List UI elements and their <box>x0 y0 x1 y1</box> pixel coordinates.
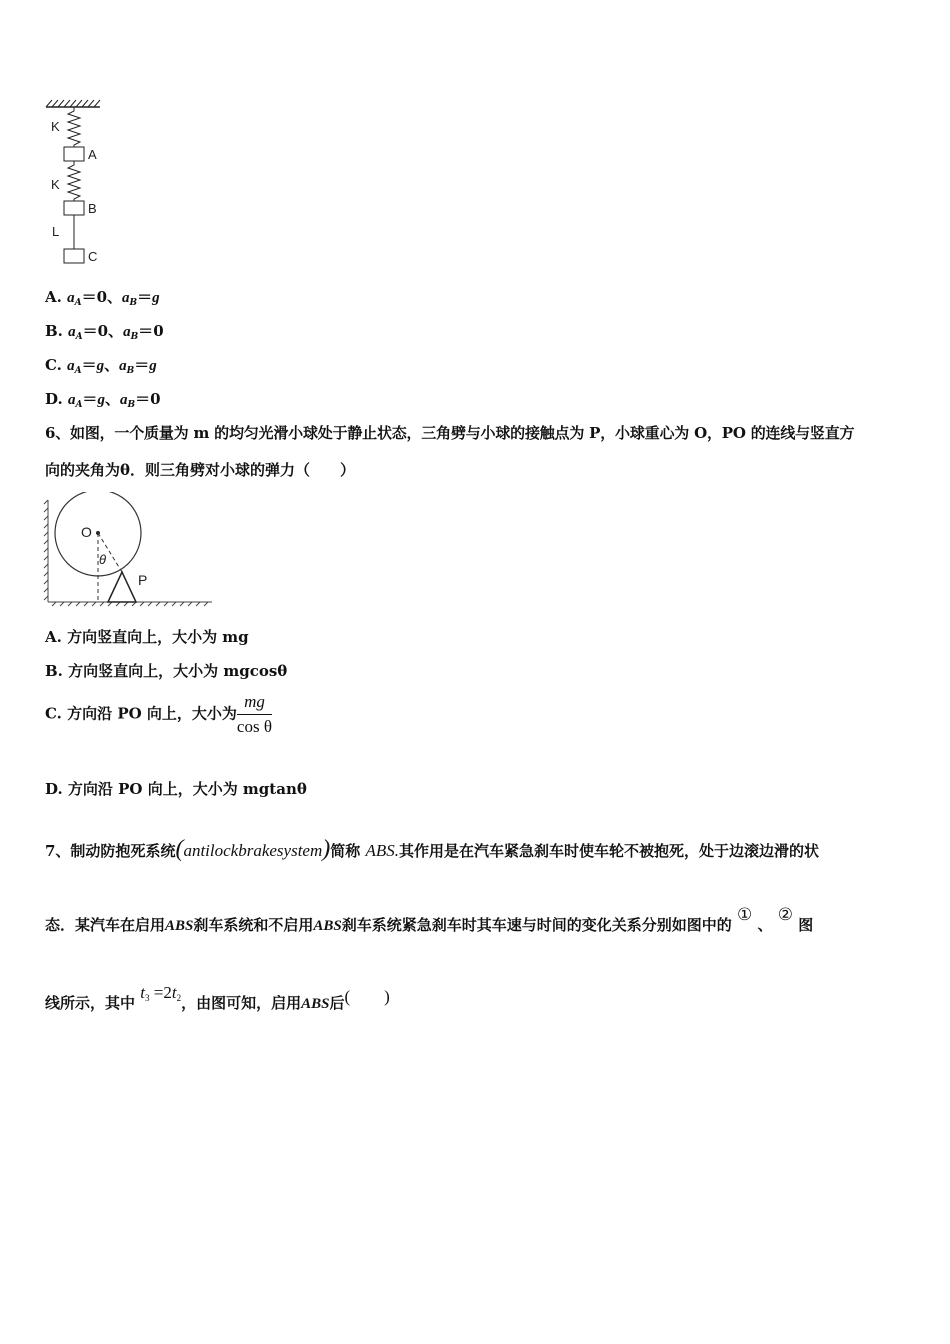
label-l: L <box>52 224 60 239</box>
fraction-mg-cos: $\frac{mg}{\text{cos θ}}$ <box>236 692 272 736</box>
q5-option-d: D. $a_A=g$、$a_B=0$ <box>45 390 161 410</box>
q6-option-b: B. 方向竖直向上，大小为 mgcosθ <box>45 662 288 680</box>
wedge <box>108 572 136 602</box>
label-a: A <box>88 147 97 162</box>
q6-stem-line1: 6、如图，一个质量为 m 的均匀光滑小球处于静止状态，三角劈与小球的接触点为 P，小球重心为 O，PO 的连线与竖直方 <box>45 424 855 442</box>
q6-stem-line2: 向的夹角为θ．则三角劈对小球的弹力（ ） <box>45 461 356 479</box>
block-b <box>64 201 84 215</box>
q6-option-d: D. 方向沿 PO 向上，大小为 mgtanθ <box>45 780 307 798</box>
ball-wedge-figure <box>40 492 220 612</box>
label-b: B <box>88 201 97 216</box>
label-k1: K <box>51 119 60 134</box>
label-o: O <box>81 524 92 540</box>
label-k2: K <box>51 177 60 192</box>
q7-line3: 线所示，其中 $t_3 =2t_2$，由图可知，启用ABS后( ) <box>45 983 390 1012</box>
q7-line2: 态．某汽车在启用ABS刹车系统和不启用ABS刹车系统紧急刹车时其车速与时间的变化关系分别如图中的 ① 、 ② 图 <box>45 905 814 934</box>
q6-option-c-text: C. 方向沿 PO 向上，大小为 <box>45 704 237 723</box>
block-a <box>64 147 84 161</box>
label-c: C <box>88 249 98 264</box>
block-c <box>64 249 84 263</box>
spring-1 <box>68 107 80 147</box>
q6-option-c <box>45 692 272 737</box>
q5-option-a: A. $a_A=0$、$a_B=g$ <box>45 288 160 308</box>
q7-line1: 7、制动防抱死系统(antilockbrakesystem)简称 ABS.其作用是在汽车紧急刹车时使车轮不被抱死，处于边滚边滑的状 <box>45 836 820 862</box>
q6-option-a: A. 方向竖直向上，大小为 mg <box>45 628 249 646</box>
spring-2 <box>68 161 80 201</box>
q5-option-b: B. $a_A=0$、$a_B=0$ <box>45 322 164 342</box>
spring-block-figure <box>40 95 120 270</box>
label-p: P <box>138 572 148 588</box>
label-theta: θ <box>99 552 107 567</box>
q5-option-c: C. $a_A=g$、$a_B=g$ <box>45 356 157 376</box>
